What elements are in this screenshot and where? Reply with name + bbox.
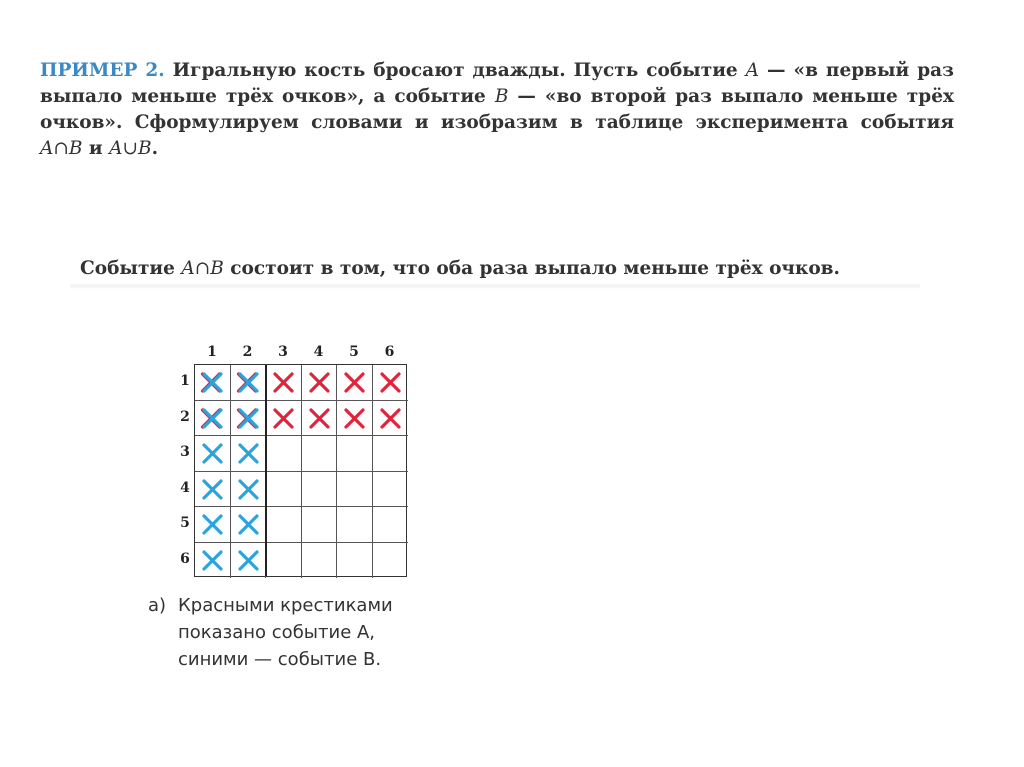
red-cross-mark bbox=[266, 401, 301, 436]
red-cross-mark bbox=[373, 365, 408, 400]
cell-4-3 bbox=[266, 472, 302, 508]
cell-5-4 bbox=[302, 507, 338, 543]
blue-cross-mark bbox=[231, 472, 266, 507]
cell-2-3 bbox=[266, 401, 302, 437]
blue-cross-mark bbox=[231, 436, 266, 471]
cell-6-2 bbox=[231, 543, 267, 579]
cell-4-6 bbox=[373, 472, 409, 508]
row-label-6: 6 bbox=[180, 550, 190, 567]
red-blue-cross-mark bbox=[231, 365, 266, 400]
intersection-symbol: A∩B bbox=[40, 138, 83, 159]
caption-line-3: синими — событие B. bbox=[178, 649, 382, 670]
cell-6-1 bbox=[195, 543, 231, 579]
cell-4-5 bbox=[337, 472, 373, 508]
cell-5-5 bbox=[337, 507, 373, 543]
cell-4-1 bbox=[195, 472, 231, 508]
blue-cross-mark bbox=[195, 472, 230, 507]
blue-cross-mark bbox=[195, 436, 230, 471]
statement-text-2: состоит в том, что оба раза выпало меньше трёх очков. bbox=[230, 258, 840, 279]
cell-1-3 bbox=[266, 365, 302, 401]
red-cross-mark bbox=[373, 401, 408, 436]
row-label-5: 5 bbox=[180, 515, 190, 531]
column-label-6: 6 bbox=[384, 344, 395, 360]
blue-cross-mark bbox=[231, 507, 266, 542]
cell-2-5 bbox=[337, 401, 373, 437]
row-label-2: 2 bbox=[180, 408, 190, 425]
caption-line-2: показано событие A, bbox=[178, 622, 376, 643]
experiment-grid bbox=[194, 364, 407, 577]
red-cross-mark bbox=[302, 365, 337, 400]
blue-cross-mark bbox=[195, 543, 230, 578]
event-b-boundary-line bbox=[265, 365, 267, 576]
column-label-4: 4 bbox=[313, 344, 324, 360]
example-paragraph bbox=[40, 58, 954, 162]
event-b-symbol: B bbox=[494, 86, 509, 107]
blue-cross-mark bbox=[195, 507, 230, 542]
cell-5-6 bbox=[373, 507, 409, 543]
cell-3-5 bbox=[337, 436, 373, 472]
cell-2-6 bbox=[373, 401, 409, 437]
cell-3-2 bbox=[231, 436, 267, 472]
cell-1-6 bbox=[373, 365, 409, 401]
cell-3-6 bbox=[373, 436, 409, 472]
red-cross-mark bbox=[266, 365, 301, 400]
example-text-1: Игральную кость бросают дважды. Пусть событие bbox=[172, 60, 738, 81]
cell-3-1 bbox=[195, 436, 231, 472]
example-title: ПРИМЕР 2. bbox=[40, 60, 165, 81]
red-blue-cross-mark bbox=[195, 401, 230, 436]
table-caption bbox=[148, 592, 448, 673]
red-cross-mark bbox=[337, 401, 372, 436]
example-text-3: — «во второй раз выпало меньше трёх очков». Сформулируем словами и изобразим в таблице эксперимента события bbox=[40, 86, 954, 133]
cell-2-2 bbox=[231, 401, 267, 437]
blue-cross-mark bbox=[231, 543, 266, 578]
cell-5-1 bbox=[195, 507, 231, 543]
red-cross-mark bbox=[302, 401, 337, 436]
statement-intersection-symbol: A∩B bbox=[181, 258, 224, 279]
example-text-2: — «в первый раз выпало меньше трёх очков», а событие bbox=[40, 60, 954, 107]
cell-5-3 bbox=[266, 507, 302, 543]
red-cross-mark bbox=[337, 365, 372, 400]
cell-5-2 bbox=[231, 507, 267, 543]
caption-label: а) bbox=[148, 595, 167, 616]
cell-4-2 bbox=[231, 472, 267, 508]
cell-6-3 bbox=[266, 543, 302, 579]
cell-6-4 bbox=[302, 543, 338, 579]
column-label-1: 1 bbox=[207, 344, 217, 360]
cell-3-4 bbox=[302, 436, 338, 472]
event-a-symbol: A bbox=[745, 60, 760, 81]
cell-2-1 bbox=[195, 401, 231, 437]
cell-1-2 bbox=[231, 365, 267, 401]
row-label-3: 3 bbox=[180, 444, 190, 460]
cell-6-5 bbox=[337, 543, 373, 579]
cell-4-4 bbox=[302, 472, 338, 508]
column-label-3: 3 bbox=[278, 344, 288, 360]
intersection-statement bbox=[80, 256, 920, 282]
column-label-5: 5 bbox=[349, 344, 359, 360]
red-blue-cross-mark bbox=[195, 365, 230, 400]
cell-2-4 bbox=[302, 401, 338, 437]
cell-1-4 bbox=[302, 365, 338, 401]
column-label-2: 2 bbox=[242, 344, 253, 360]
cell-3-3 bbox=[266, 436, 302, 472]
cell-1-1 bbox=[195, 365, 231, 401]
cell-6-6 bbox=[373, 543, 409, 579]
statement-text-1: Событие bbox=[80, 258, 175, 279]
row-label-1: 1 bbox=[180, 373, 190, 389]
example-text-4: и bbox=[88, 138, 103, 159]
example-text-5: . bbox=[151, 138, 159, 159]
row-label-4: 4 bbox=[180, 479, 190, 496]
red-blue-cross-mark bbox=[231, 401, 266, 436]
union-symbol: A∪B bbox=[109, 138, 152, 159]
caption-line-1: Красными крестиками bbox=[178, 595, 393, 616]
divider-stripe bbox=[70, 283, 920, 289]
cell-1-5 bbox=[337, 365, 373, 401]
